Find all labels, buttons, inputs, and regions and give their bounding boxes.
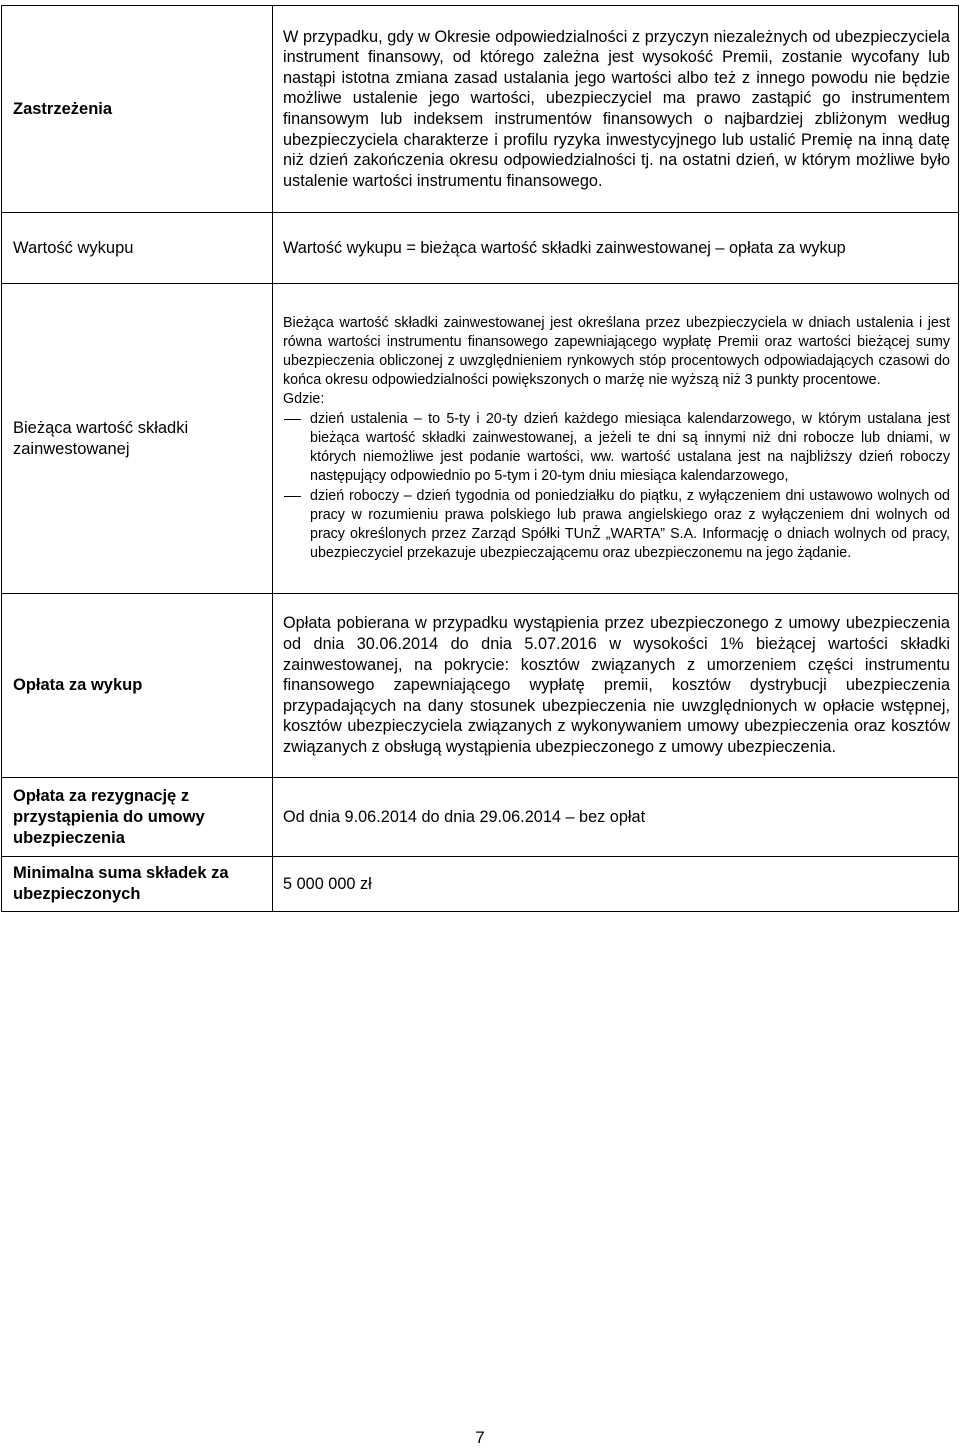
table-row-redemption-value — [2, 213, 959, 284]
table-row-redemption-fee — [2, 594, 959, 778]
definition-paragraph: Bieżąca wartość składki zainwestowanej jest określana przez ubezpieczyciela w dniach ustalenia i jest równa wartości instrumentu finansowego zapewniającego wypłatę Premii oraz wartości bieżącej sumy ubezpieczenia obliczonej z uwzględnieniem rynkowych stóp procentowych odpowiadających czasowi do końca okresu odpowiedzialności powiększonych o marżę nie wyższą niż 3 punkty procentowe. — [283, 314, 950, 389]
row-label: Opłata za rezygnację z przystąpienia do umowy ubezpieczenia — [2, 778, 273, 857]
row-content — [273, 284, 959, 594]
where-label: Gdzie: — [283, 391, 325, 408]
list-item: dzień ustalenia – to 5-ty i 20-ty dzień każdego miesiąca kalendarzowego, w którym ustalana jest bieżąca wartość składki zainwestowanej, a jeżeli te dni są innymi niż dni robocze lub dniami, w których niemożliwe jest podanie wartości, ww. wartość ustalana jest na najbliższy dzień roboczy następujący odpowiednio po 5-tym i 20-tym dniu miesiąca kalendarzowego, — [283, 410, 950, 487]
table-row-resignation-fee — [2, 778, 959, 857]
row-content: Opłata pobierana w przypadku wystąpienia przez ubezpieczonego z umowy ubezpieczenia od dnia 30.06.2014 do dnia 5.07.2016 w wysokości 1% bieżącej wartości składki zainwestowanej, na pokrycie: kosztów związanych z umorzeniem części instrumentu finansowego zapewniającego wypłatę premii, kosztów dystrybucji ubezpieczenia przypadających na dany stosunek ubezpieczenia nie uwzględnionych w opłacie wstępnej, kosztów ubezpieczyciela związanych z wykonywaniem umowy ubezpieczenia oraz kosztów związanych z obsługą wystąpienia ubezpieczonego z umowy ubezpieczenia. — [273, 594, 959, 778]
row-content: 5 000 000 zł — [273, 857, 959, 912]
row-content: Od dnia 9.06.2014 do dnia 29.06.2014 – bez opłat — [273, 778, 959, 857]
table-row-minimum-premium — [2, 857, 959, 912]
table-row-current-value — [2, 284, 959, 594]
insurance-terms-table — [1, 5, 959, 912]
row-content: Wartość wykupu = bieżąca wartość składki zainwestowanej – opłata za wykup — [273, 213, 959, 284]
row-label: Opłata za wykup — [2, 594, 273, 778]
list-item: dzień roboczy – dzień tygodnia od poniedziałku do piątku, z wyłączeniem dni ustawowo wolnych od pracy w rozumieniu prawa polskiego lub prawa angielskiego oraz z wyłączeniem dni wolnych od pracy określonych przez Zarząd Spółki TUnŻ „WARTA” S.A. Informację o dniach wolnych od pracy, ubezpieczyciel przekazuje ubezpieczającemu oraz ubezpieczonemu na jego żądanie. — [283, 487, 950, 564]
page-number: 7 — [475, 1428, 485, 1447]
row-label: Bieżąca wartość składki zainwestowanej — [2, 284, 273, 594]
row-label: Minimalna suma składek za ubezpieczonych — [2, 857, 273, 912]
definition-list — [283, 410, 950, 564]
table-row-reservations — [2, 6, 959, 213]
row-label: Wartość wykupu — [2, 213, 273, 284]
row-label: Zastrzeżenia — [2, 6, 273, 213]
row-content: W przypadku, gdy w Okresie odpowiedzialności z przyczyn niezależnych od ubezpieczyciela instrument finansowy, od którego zależna jest wysokość Premii, zostanie wycofany lub nastąpi istotna zmiana zasad ustalania jego wartości albo też z innego powodu nie będzie możliwe ustalenie jego wartości, ubezpieczyciel ma prawo zastąpić go instrumentem finansowym lub indeksem instrumentów finansowych o najbardziej zbliżonym według ubezpieczyciela charakterze i profilu ryzyka inwestycyjnego lub ustalić Premię na inną datę niż dzień zakończenia okresu odpowiedzialności tj. na ostatni dzień, w którym możliwe było ustalenie wartości instrumentu finansowego. — [273, 6, 959, 213]
